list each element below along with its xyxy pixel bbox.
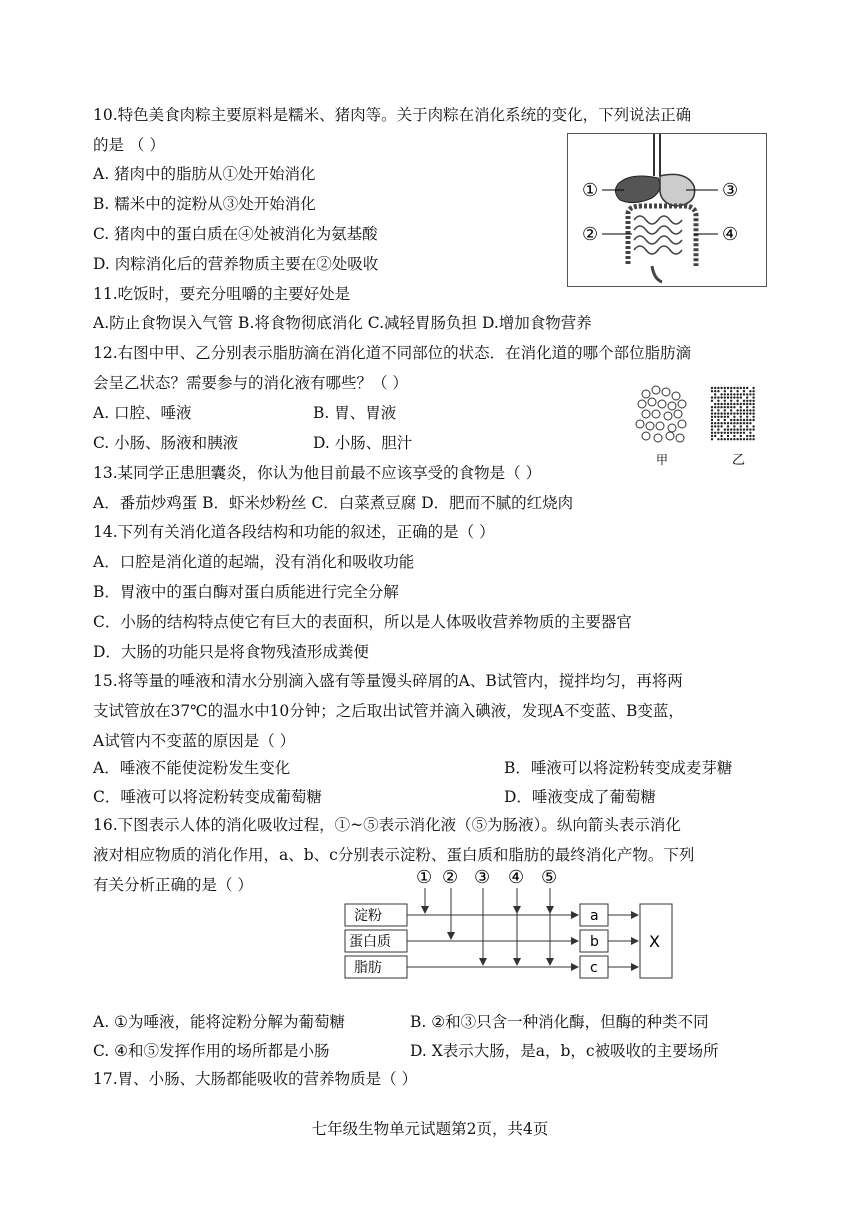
small-fat-droplet xyxy=(736,412,738,414)
small-fat-droplet xyxy=(740,406,742,408)
emulsified-fat-droplets xyxy=(711,387,755,441)
small-fat-droplet xyxy=(746,422,748,424)
small-fat-droplet xyxy=(740,409,742,411)
large-fat-droplet xyxy=(658,400,666,408)
large-fat-droplet xyxy=(668,424,676,432)
row-starch: 淀粉 xyxy=(354,908,382,924)
small-fat-droplet xyxy=(733,432,735,434)
q16-option-d: D. X表示大肠，是a，b，c被吸收的主要场所 xyxy=(410,1042,719,1060)
small-fat-droplet xyxy=(743,400,745,402)
small-fat-droplet xyxy=(736,438,738,440)
small-fat-droplet xyxy=(717,400,719,402)
digestive-system-figure xyxy=(567,133,767,287)
large-fat-droplets xyxy=(636,386,686,442)
small-fat-droplet xyxy=(752,387,754,389)
small-fat-droplet xyxy=(727,422,729,424)
small-fat-droplet xyxy=(711,438,713,440)
fig-label-2: ② xyxy=(582,224,599,245)
small-fat-droplet xyxy=(736,419,738,421)
q17-stem: 17.胃、小肠、大肠都能吸收的营养物质是（ ） xyxy=(93,1070,418,1088)
q16-option-a: A. ①为唾液，能将淀粉分解为葡萄糖 xyxy=(93,1013,345,1031)
large-fat-droplet xyxy=(646,422,654,430)
small-fat-droplet xyxy=(743,390,745,392)
small-fat-droplet xyxy=(724,432,726,434)
small-fat-droplet xyxy=(717,403,719,405)
small-fat-droplet xyxy=(717,387,719,389)
small-fat-droplet xyxy=(711,409,713,411)
fig-label-3: ③ xyxy=(722,180,739,201)
product-a: a xyxy=(590,908,599,924)
small-fat-droplet xyxy=(717,409,719,411)
small-fat-droplet xyxy=(733,425,735,427)
large-fat-droplet xyxy=(642,410,650,418)
liquid-2: ② xyxy=(442,867,459,888)
small-fat-droplet xyxy=(752,438,754,440)
large-fat-droplet xyxy=(654,434,662,442)
q16-stem-line3: 有关分析正确的是（ ） xyxy=(93,876,253,894)
fat-droplet-drawing xyxy=(628,380,768,470)
small-fat-droplet xyxy=(752,425,754,427)
row-protein: 蛋白质 xyxy=(349,934,391,950)
q12-option-c: C. 小肠、肠液和胰液 xyxy=(93,434,239,452)
q12-option-b: B. 胃、胃液 xyxy=(313,404,397,422)
small-fat-droplet xyxy=(746,406,748,408)
small-fat-droplet xyxy=(736,409,738,411)
small-fat-droplet xyxy=(724,412,726,414)
q16-option-c: C. ④和⑤发挥作用的场所都是小肠 xyxy=(93,1042,330,1060)
small-fat-droplet xyxy=(736,390,738,392)
small-fat-droplet xyxy=(733,438,735,440)
small-fat-droplet xyxy=(714,387,716,389)
small-fat-droplet xyxy=(749,390,751,392)
small-fat-droplet xyxy=(724,400,726,402)
q15-option-a: A．唾液不能使淀粉发生变化 xyxy=(93,759,291,777)
small-fat-droplet xyxy=(717,396,719,398)
large-fat-droplet xyxy=(678,420,686,428)
small-fat-droplet xyxy=(724,416,726,418)
small-fat-droplet xyxy=(736,422,738,424)
small-fat-droplet xyxy=(736,393,738,395)
small-fat-droplet xyxy=(733,412,735,414)
small-fat-droplet xyxy=(736,403,738,405)
q10-option-a: A. 猪肉中的脂肪从①处开始消化 xyxy=(93,165,316,183)
q14-option-d: D．大肠的功能只是将食物残渣形成粪便 xyxy=(93,643,369,661)
small-fat-droplet xyxy=(711,416,713,418)
small-fat-droplet xyxy=(711,396,713,398)
q11-stem: 11.吃饭时，要充分咀嚼的主要好处是 xyxy=(93,285,351,303)
q12-stem-line1: 12.右图中甲、乙分别表示脂肪滴在消化道不同部位的状态．在消化道的哪个部位脂肪滴 xyxy=(93,344,692,362)
small-fat-droplet xyxy=(743,428,745,430)
small-fat-droplet xyxy=(740,422,742,424)
small-fat-droplet xyxy=(749,393,751,395)
small-fat-droplet xyxy=(740,428,742,430)
small-fat-droplet xyxy=(711,425,713,427)
large-fat-droplet xyxy=(664,412,672,420)
q15-stem-line3: A试管内不变蓝的原因是（ ） xyxy=(93,732,296,750)
small-fat-droplet xyxy=(746,438,748,440)
large-fat-droplet xyxy=(656,422,664,430)
small-fat-droplet xyxy=(733,393,735,395)
small-fat-droplet xyxy=(724,406,726,408)
large-fat-droplet xyxy=(636,420,644,428)
small-fat-droplet xyxy=(720,416,722,418)
small-fat-droplet xyxy=(752,409,754,411)
small-fat-droplet xyxy=(749,412,751,414)
small-fat-droplet xyxy=(711,419,713,421)
small-fat-droplet xyxy=(736,432,738,434)
small-fat-droplet xyxy=(724,390,726,392)
large-fat-droplet xyxy=(676,434,684,442)
small-fat-droplet xyxy=(736,428,738,430)
result-x: X xyxy=(649,932,660,951)
small-fat-droplet xyxy=(720,393,722,395)
fig-label-1: ① xyxy=(582,180,599,201)
small-fat-droplet xyxy=(727,432,729,434)
large-fat-droplet xyxy=(662,388,670,396)
small-fat-droplet xyxy=(752,396,754,398)
small-fat-droplet xyxy=(743,412,745,414)
small-fat-droplet xyxy=(733,396,735,398)
small-fat-droplet xyxy=(740,387,742,389)
q16-option-b: B. ②和③只含一种消化酶，但酶的种类不同 xyxy=(410,1013,709,1031)
small-fat-droplet xyxy=(724,419,726,421)
small-fat-droplet xyxy=(730,422,732,424)
small-fat-droplet xyxy=(727,416,729,418)
small-fat-droplet xyxy=(724,393,726,395)
small-fat-droplet xyxy=(720,435,722,437)
liquid-5: ⑤ xyxy=(541,867,558,888)
small-fat-droplet xyxy=(714,403,716,405)
small-fat-droplet xyxy=(730,403,732,405)
small-fat-droplet xyxy=(736,387,738,389)
small-fat-droplet xyxy=(730,400,732,402)
small-fat-droplet xyxy=(746,412,748,414)
small-fat-droplet xyxy=(752,393,754,395)
q13-options: A．番茄炒鸡蛋 B．虾米炒粉丝 C．白菜煮豆腐 D．肥而不腻的红烧肉 xyxy=(93,494,574,512)
small-fat-droplet xyxy=(740,435,742,437)
small-fat-droplet xyxy=(724,438,726,440)
q10-stem-line2: 的是 （ ） xyxy=(93,136,165,154)
small-fat-droplet xyxy=(714,425,716,427)
small-fat-droplet xyxy=(746,396,748,398)
small-fat-droplet xyxy=(749,403,751,405)
q15-option-b: B．唾液可以将淀粉转变成麦芽糖 xyxy=(504,759,733,777)
small-fat-droplet xyxy=(714,396,716,398)
small-fat-droplet xyxy=(724,387,726,389)
small-fat-droplet xyxy=(743,422,745,424)
q12-stem-line2: 会呈乙状态？需要参与的消化液有哪些？（ ） xyxy=(93,374,408,392)
small-fat-droplet xyxy=(724,409,726,411)
label-jia: 甲 xyxy=(656,453,669,467)
large-fat-droplet xyxy=(648,398,656,406)
small-fat-droplet xyxy=(736,400,738,402)
small-fat-droplet xyxy=(714,435,716,437)
large-fat-droplet xyxy=(652,410,660,418)
small-fat-droplet xyxy=(711,400,713,402)
small-fat-droplet xyxy=(720,438,722,440)
small-fat-droplet xyxy=(733,422,735,424)
small-fat-droplet xyxy=(749,422,751,424)
small-fat-droplet xyxy=(720,387,722,389)
small-fat-droplet xyxy=(714,412,716,414)
small-fat-droplet xyxy=(743,387,745,389)
small-fat-droplet xyxy=(727,435,729,437)
small-fat-droplet xyxy=(711,435,713,437)
small-fat-droplet xyxy=(730,390,732,392)
small-fat-droplet xyxy=(717,406,719,408)
small-fat-droplet xyxy=(746,400,748,402)
small-fat-droplet xyxy=(749,409,751,411)
q15-stem-line2: 支试管放在37℃的温水中10分钟；之后取出试管并滴入碘液，发现A不变蓝、B变蓝， xyxy=(93,702,684,720)
small-fat-droplet xyxy=(743,432,745,434)
small-fat-droplet xyxy=(720,422,722,424)
small-fat-droplet xyxy=(733,428,735,430)
small-fat-droplet xyxy=(717,438,719,440)
large-fat-droplet xyxy=(672,392,680,400)
small-fat-droplet xyxy=(749,438,751,440)
q14-option-a: A．口腔是消化道的起端，没有消化和吸收功能 xyxy=(93,553,415,571)
small-fat-droplet xyxy=(727,393,729,395)
row-fat: 脂肪 xyxy=(354,960,382,976)
large-fat-droplet xyxy=(652,386,660,394)
small-fat-droplet xyxy=(711,412,713,414)
small-fat-droplet xyxy=(733,406,735,408)
q16-stem-line1: 16.下图表示人体的消化吸收过程，①~⑤表示消化液（⑤为肠液）。纵向箭头表示消化 xyxy=(93,816,681,834)
small-fat-droplet xyxy=(714,416,716,418)
small-fat-droplet xyxy=(717,425,719,427)
small-fat-droplet xyxy=(717,416,719,418)
small-fat-droplet xyxy=(752,412,754,414)
small-fat-droplet xyxy=(740,412,742,414)
small-fat-droplet xyxy=(743,403,745,405)
small-fat-droplet xyxy=(720,403,722,405)
q15-option-d: D．唾液变成了葡萄糖 xyxy=(504,788,656,806)
small-fat-droplet xyxy=(733,419,735,421)
q14-option-c: C．小肠的结构特点使它有巨大的表面积，所以是人体吸收营养物质的主要器官 xyxy=(93,613,632,631)
small-fat-droplet xyxy=(730,419,732,421)
small-fat-droplet xyxy=(720,396,722,398)
q10-option-b: B. 糯米中的淀粉从③处开始消化 xyxy=(93,195,316,213)
small-fat-droplet xyxy=(749,400,751,402)
small-fat-droplet xyxy=(727,412,729,414)
small-fat-droplet xyxy=(743,419,745,421)
liquid-3: ③ xyxy=(474,867,491,888)
small-fat-droplet xyxy=(752,390,754,392)
large-fat-droplet xyxy=(668,402,676,410)
liquid-4: ④ xyxy=(508,867,525,888)
small-fat-droplet xyxy=(711,390,713,392)
digestion-process-drawing xyxy=(340,866,680,986)
small-fat-droplet xyxy=(752,406,754,408)
small-fat-droplet xyxy=(740,432,742,434)
small-fat-droplet xyxy=(724,428,726,430)
small-fat-droplet xyxy=(740,419,742,421)
small-fat-droplet xyxy=(711,428,713,430)
small-fat-droplet xyxy=(752,428,754,430)
small-fat-droplet xyxy=(749,432,751,434)
small-fat-droplet xyxy=(752,400,754,402)
small-fat-droplet xyxy=(730,393,732,395)
small-fat-droplet xyxy=(743,438,745,440)
small-fat-droplet xyxy=(714,432,716,434)
small-fat-droplet xyxy=(720,412,722,414)
small-fat-droplet xyxy=(733,435,735,437)
small-fat-droplet xyxy=(730,428,732,430)
small-fat-droplet xyxy=(733,403,735,405)
small-fat-droplet xyxy=(724,422,726,424)
small-fat-droplet xyxy=(727,425,729,427)
small-fat-droplet xyxy=(727,403,729,405)
fat-droplet-figure xyxy=(628,380,768,470)
small-fat-droplet xyxy=(711,387,713,389)
large-fat-droplet xyxy=(642,432,650,440)
small-fat-droplet xyxy=(740,425,742,427)
small-fat-droplet xyxy=(746,428,748,430)
small-fat-droplet xyxy=(724,396,726,398)
small-fat-droplet xyxy=(711,406,713,408)
small-fat-droplet xyxy=(727,438,729,440)
q13-stem: 13.某同学正患胆囊炎，你认为他目前最不应该享受的食物是（ ） xyxy=(93,464,542,482)
small-fat-droplet xyxy=(733,416,735,418)
page-footer: 七年级生物单元试题第2页，共4页 xyxy=(311,1120,549,1138)
small-fat-droplet xyxy=(740,393,742,395)
small-fat-droplet xyxy=(714,406,716,408)
small-fat-droplet xyxy=(746,425,748,427)
small-fat-droplet xyxy=(746,393,748,395)
q12-option-a: A. 口腔、唾液 xyxy=(93,404,192,422)
small-fat-droplet xyxy=(730,387,732,389)
small-fat-droplet xyxy=(740,403,742,405)
q15-stem-line1: 15.将等量的唾液和清水分别滴入盛有等量馒头碎屑的A、B试管内，搅拌均匀，再将两 xyxy=(93,672,683,690)
small-fat-droplet xyxy=(717,390,719,392)
small-fat-droplet xyxy=(749,419,751,421)
small-fat-droplet xyxy=(746,419,748,421)
large-fat-droplet xyxy=(666,432,674,440)
q10-stem-line1: 10.特色美食肉粽主要原料是糯米、猪肉等。关于肉粽在消化系统的变化，下列说法正确 xyxy=(93,106,692,124)
small-fat-droplet xyxy=(740,416,742,418)
large-fat-droplet xyxy=(678,400,686,408)
small-fat-droplet xyxy=(724,403,726,405)
small-fat-droplet xyxy=(746,387,748,389)
label-yi: 乙 xyxy=(732,453,746,468)
small-fat-droplet xyxy=(746,416,748,418)
small-fat-droplet xyxy=(746,409,748,411)
small-fat-droplet xyxy=(752,403,754,405)
small-fat-droplet xyxy=(727,428,729,430)
digestion-process-diagram xyxy=(340,866,680,986)
small-fat-droplet xyxy=(743,393,745,395)
q11-options: A.防止食物误入气管 B.将食物彻底消化 C.减轻胃肠负担 D.增加食物营养 xyxy=(93,314,592,332)
small-fat-droplet xyxy=(740,396,742,398)
small-fat-droplet xyxy=(730,396,732,398)
small-fat-droplet xyxy=(717,412,719,414)
small-fat-droplet xyxy=(752,435,754,437)
small-fat-droplet xyxy=(711,432,713,434)
large-fat-droplet xyxy=(638,400,646,408)
fig-label-4: ④ xyxy=(722,224,739,245)
small-fat-droplet xyxy=(736,396,738,398)
small-fat-droplet xyxy=(752,419,754,421)
small-fat-droplet xyxy=(720,432,722,434)
q12-option-d: D. 小肠、胆汁 xyxy=(313,434,413,452)
small-fat-droplet xyxy=(727,406,729,408)
small-fat-droplet xyxy=(730,438,732,440)
q10-option-c: C. 猪肉中的蛋白质在④处被消化为氨基酸 xyxy=(93,225,378,243)
q14-stem: 14.下列有关消化道各段结构和功能的叙述，正确的是（ ） xyxy=(93,523,495,541)
small-fat-droplet xyxy=(714,422,716,424)
small-fat-droplet xyxy=(717,432,719,434)
small-fat-droplet xyxy=(717,422,719,424)
small-fat-droplet xyxy=(740,438,742,440)
small-fat-droplet xyxy=(746,403,748,405)
q10-option-d: D. 肉粽消化后的营养物质主要在②处吸收 xyxy=(93,255,379,273)
small-fat-droplet xyxy=(717,428,719,430)
large-fat-droplet xyxy=(674,410,682,418)
small-fat-droplet xyxy=(749,428,751,430)
small-fat-droplet xyxy=(749,435,751,437)
product-b: b xyxy=(590,934,599,950)
small-fat-droplet xyxy=(730,432,732,434)
small-fat-droplet xyxy=(727,387,729,389)
small-fat-droplet xyxy=(730,412,732,414)
small-fat-droplet xyxy=(720,425,722,427)
small-fat-droplet xyxy=(730,409,732,411)
digestive-system-drawing xyxy=(568,134,766,286)
q16-stem-line2: 液对相应物质的消化作用，a、b、c分别表示淀粉、蛋白质和脂肪的最终消化产物。下列 xyxy=(93,846,695,864)
q15-option-c: C．唾液可以将淀粉转变成葡萄糖 xyxy=(93,788,322,806)
small-fat-droplet xyxy=(730,406,732,408)
small-fat-droplet xyxy=(746,435,748,437)
small-fat-droplet xyxy=(752,416,754,418)
large-fat-droplet xyxy=(642,390,650,398)
small-fat-droplet xyxy=(714,393,716,395)
small-fat-droplet xyxy=(733,387,735,389)
small-fat-droplet xyxy=(727,396,729,398)
small-fat-droplet xyxy=(717,419,719,421)
q14-option-b: B．胃液中的蛋白酶对蛋白质能进行完全分解 xyxy=(93,583,399,601)
liquid-1: ① xyxy=(416,867,433,888)
small-fat-droplet xyxy=(714,390,716,392)
small-fat-droplet xyxy=(743,409,745,411)
product-c: c xyxy=(590,960,598,976)
small-fat-droplet xyxy=(711,422,713,424)
small-fat-droplet xyxy=(720,406,722,408)
